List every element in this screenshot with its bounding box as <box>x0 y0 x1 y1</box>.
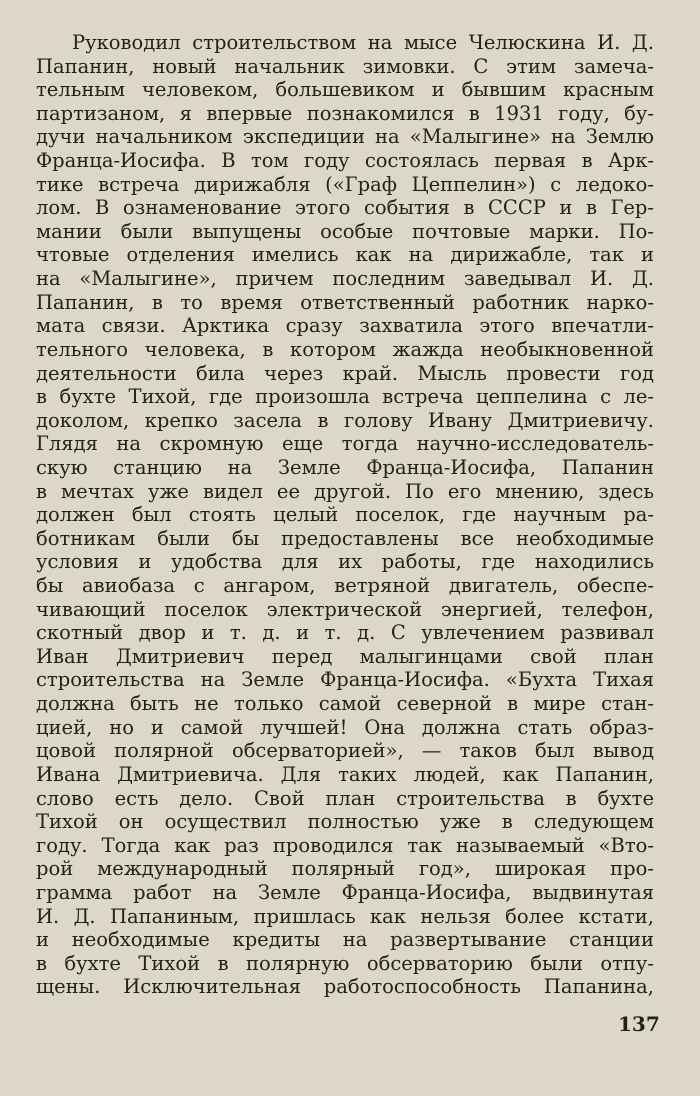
text-line: рой международный полярный год», широкая про- <box>36 857 654 881</box>
text-line: мании были выпущены особые почтовые марки. По- <box>36 219 654 243</box>
text-line: партизаном, я впервые познакомился в 1931 году, бу- <box>36 101 654 125</box>
text-line: цией, но и самой лучшей! Она должна стать образ- <box>36 715 654 739</box>
text-line: в бухте Тихой в полярную обсерваторию были отпу- <box>36 951 654 975</box>
text-line: бы авиобаза с ангаром, ветряной двигатель, обеспе- <box>36 574 654 598</box>
text-line: деятельности била через край. Мысль провести год <box>36 361 654 385</box>
text-line: и необходимые кредиты на развертывание станции <box>36 928 654 952</box>
text-line: в бухте Тихой, где произошла встреча цеппелина с ле- <box>36 385 654 409</box>
body-text <box>36 31 654 999</box>
text-line: должна быть не только самой северной в мире стан- <box>36 692 654 716</box>
text-line: условия и удобства для их работы, где находились <box>36 550 654 574</box>
text-line: мата связи. Арктика сразу захватила этого впечатли- <box>36 314 654 338</box>
text-line: чивающий поселок электрической энергией, телефон, <box>36 597 654 621</box>
text-line: тельного человека, в котором жажда необыкновенной <box>36 337 654 361</box>
text-line: скотный двор и т. д. и т. д. С увлечением развивал <box>36 621 654 645</box>
text-line: тельным человеком, большевиком и бывшим красным <box>36 78 654 102</box>
text-line: Глядя на скромную еще тогда научно-исследователь- <box>36 432 654 456</box>
text-line: Франца-Иосифа. В том году состоялась первая в Арк- <box>36 149 654 173</box>
text-line: слово есть дело. Свой план строительства в бухте <box>36 786 654 810</box>
text-line: году. Тогда как раз проводился так называемый «Вто- <box>36 833 654 857</box>
text-line: доколом, крепко засела в голову Ивану Дмитриевичу. <box>36 408 654 432</box>
text-line: Тихой он осуществил полностью уже в следующем <box>36 810 654 834</box>
text-line: чтовые отделения имелись как на дирижабле, так и <box>36 243 654 267</box>
text-line: Ивана Дмитриевича. Для таких людей, как Папанин, <box>36 762 654 786</box>
text-line: дучи начальником экспедиции на «Малыгине» на Землю <box>36 125 654 149</box>
text-line: И. Д. Папаниным, пришлась как нельзя более кстати, <box>36 904 654 928</box>
text-line: ботникам были бы предоставлены все необходимые <box>36 526 654 550</box>
page-number: 137 <box>618 1012 660 1036</box>
text-line: лом. В ознаменование этого события в СССР и в Гер- <box>36 196 654 220</box>
text-line: Руководил строительством на мысе Челюскина И. Д. <box>72 31 654 54</box>
text-line: скую станцию на Земле Франца-Иосифа, Папанин <box>36 455 654 479</box>
text-line: цовой полярной обсерваторией», — таков был вывод <box>36 739 654 763</box>
text-line: Папанин, в то время ответственный работник нарко- <box>36 290 654 314</box>
text-line: Папанин, новый начальник зимовки. С этим замеча- <box>36 54 654 78</box>
text-line: тике встреча дирижабля («Граф Цеппелин») с ледоко- <box>36 172 654 196</box>
text-line: Иван Дмитриевич перед малыгинцами свой план <box>36 644 654 668</box>
text-line: щены. Исключительная работоспособность Папанина, <box>36 975 654 999</box>
text-line: строительства на Земле Франца-Иосифа. «Бухта Тихая <box>36 668 654 692</box>
text-line: в мечтах уже видел ее другой. По его мнению, здесь <box>36 479 654 503</box>
text-line: на «Малыгине», причем последним заведывал И. Д. <box>36 267 654 291</box>
text-line: грамма работ на Земле Франца-Иосифа, выдвинутая <box>36 880 654 904</box>
text-line: должен был стоять целый поселок, где научным ра- <box>36 503 654 527</box>
